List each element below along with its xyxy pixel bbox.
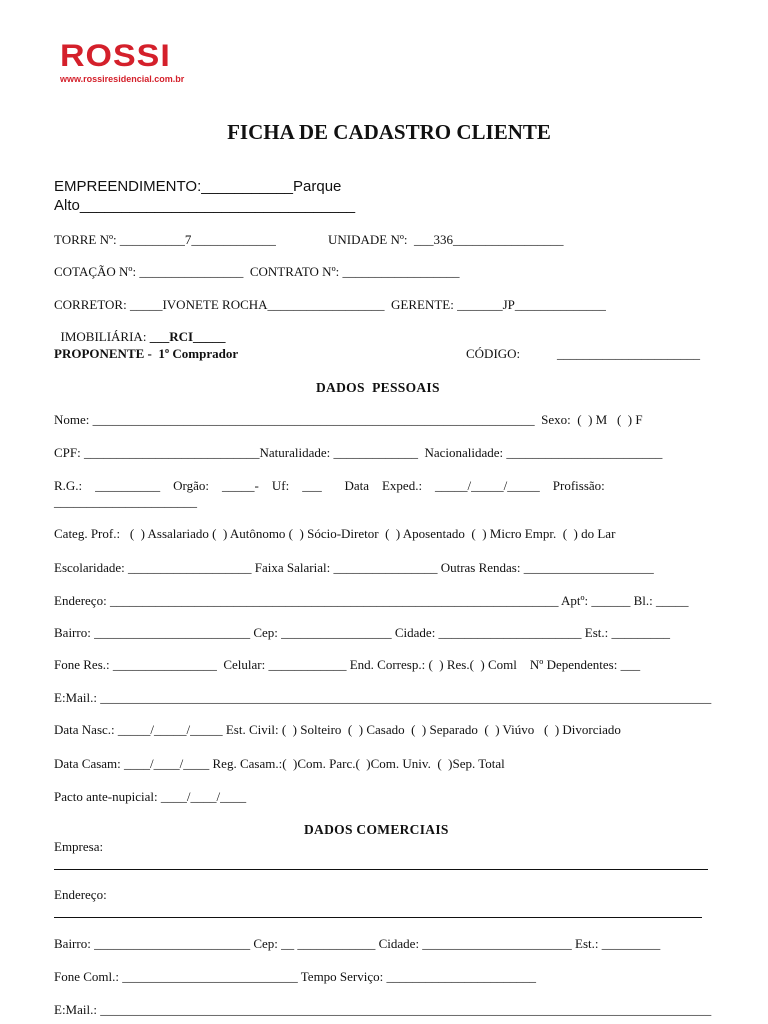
rossi-logo — [60, 40, 184, 84]
endereco-comercial-label: Endereço: — [54, 887, 107, 902]
bairro-comercial-field[interactable]: Bairro: ________________________ Cep: __ ____________ Cidade: _______________________ Est.: _________ — [54, 936, 661, 951]
imobiliaria-value[interactable]: ___RCI_____ — [149, 329, 226, 344]
cotacao-contrato-field[interactable]: COTAÇÃO Nº: ________________ CONTRATO Nº: __________________ — [54, 264, 460, 279]
bairro-field[interactable]: Bairro: ________________________ Cep: _________________ Cidade: ______________________ Est.: _________ — [54, 625, 671, 640]
imobiliaria-field[interactable] — [54, 313, 226, 345]
data-casamento-field[interactable]: Data Casam: ____/____/____ Reg. Casam.:( )Com. Parc.( )Com. Univ. ( )Sep. Total — [54, 756, 505, 771]
empresa-field-line[interactable] — [54, 869, 708, 870]
section-dados-pessoais: DADOS PESSOAIS — [316, 380, 440, 395]
endereco-comercial-field-line[interactable] — [54, 917, 702, 918]
codigo-field[interactable]: ______________________ — [557, 346, 700, 361]
nome-sexo-field[interactable]: Nome: ____________________________________________________________________ Sexo: ( ) M ( ) F — [54, 412, 643, 427]
email-comercial-field[interactable]: E:Mail.: ______________________________________________________________________________________________ — [54, 1002, 712, 1017]
email-field[interactable]: E:Mail.: ______________________________________________________________________________________________ — [54, 690, 712, 705]
logo-url: www.rossiresidencial.com.br — [60, 74, 185, 84]
escolaridade-field[interactable]: Escolaridade: ___________________ Faixa Salarial: ________________ Outras Rendas: ____________________ — [54, 560, 654, 575]
pacto-field[interactable]: Pacto ante-nupicial: ____/____/____ — [54, 789, 247, 804]
fone-comercial-field[interactable]: Fone Coml.: ___________________________ Tempo Serviço: _______________________ — [54, 969, 537, 984]
cpf-field[interactable]: CPF: ___________________________Naturalidade: _____________ Nacionalidade: ________________________ — [54, 445, 663, 460]
section-dados-comerciais: DADOS COMERCIAIS — [304, 822, 449, 837]
empreendimento-line-1[interactable]: EMPREENDIMENTO:___________Parque — [54, 178, 342, 195]
rg-field[interactable]: R.G.: __________ Orgão: _____- Uf: ___ Data Exped.: _____/_____/_____ Profissão: — [54, 478, 605, 493]
data-nascimento-field[interactable]: Data Nasc.: _____/_____/_____ Est. Civil: ( ) Solteiro ( ) Casado ( ) Separado ( ) Viúvo ( ) Divorciado — [54, 722, 621, 737]
categoria-profissional-field[interactable]: Categ. Prof.: ( ) Assalariado ( ) Autônomo ( ) Sócio-Diretor ( ) Aposentado ( ) Micro Empr. ( ) do Lar — [54, 526, 616, 541]
unidade-field[interactable]: UNIDADE Nº: ___336_________________ — [328, 232, 564, 247]
empresa-label: Empresa: — [54, 839, 104, 854]
endereco-field[interactable]: Endereço: _____________________________________________________________________ Aptº: ______ Bl.: _____ — [54, 593, 689, 608]
page-title: FICHA DE CADASTRO CLIENTE — [227, 120, 551, 144]
logo-brand: ROSSI — [60, 38, 171, 74]
profissao-field[interactable]: ______________________ — [54, 494, 197, 509]
proponente-heading: PROPONENTE - 1º Comprador — [54, 346, 239, 361]
codigo-label: CÓDIGO: — [466, 346, 521, 361]
corretor-gerente-field[interactable]: CORRETOR: _____IVONETE ROCHA__________________ GERENTE: _______JP______________ — [54, 297, 606, 312]
imobiliaria-label: IMOBILIÁRIA: — [60, 329, 150, 344]
empreendimento-line-2[interactable]: Alto_________________________________ — [54, 197, 356, 214]
torre-field[interactable]: TORRE Nº: __________7_____________ — [54, 232, 276, 247]
fone-field[interactable]: Fone Res.: ________________ Celular: ____________ End. Corresp.: ( ) Res.( ) Coml Nº Dependentes: ___ — [54, 657, 641, 672]
